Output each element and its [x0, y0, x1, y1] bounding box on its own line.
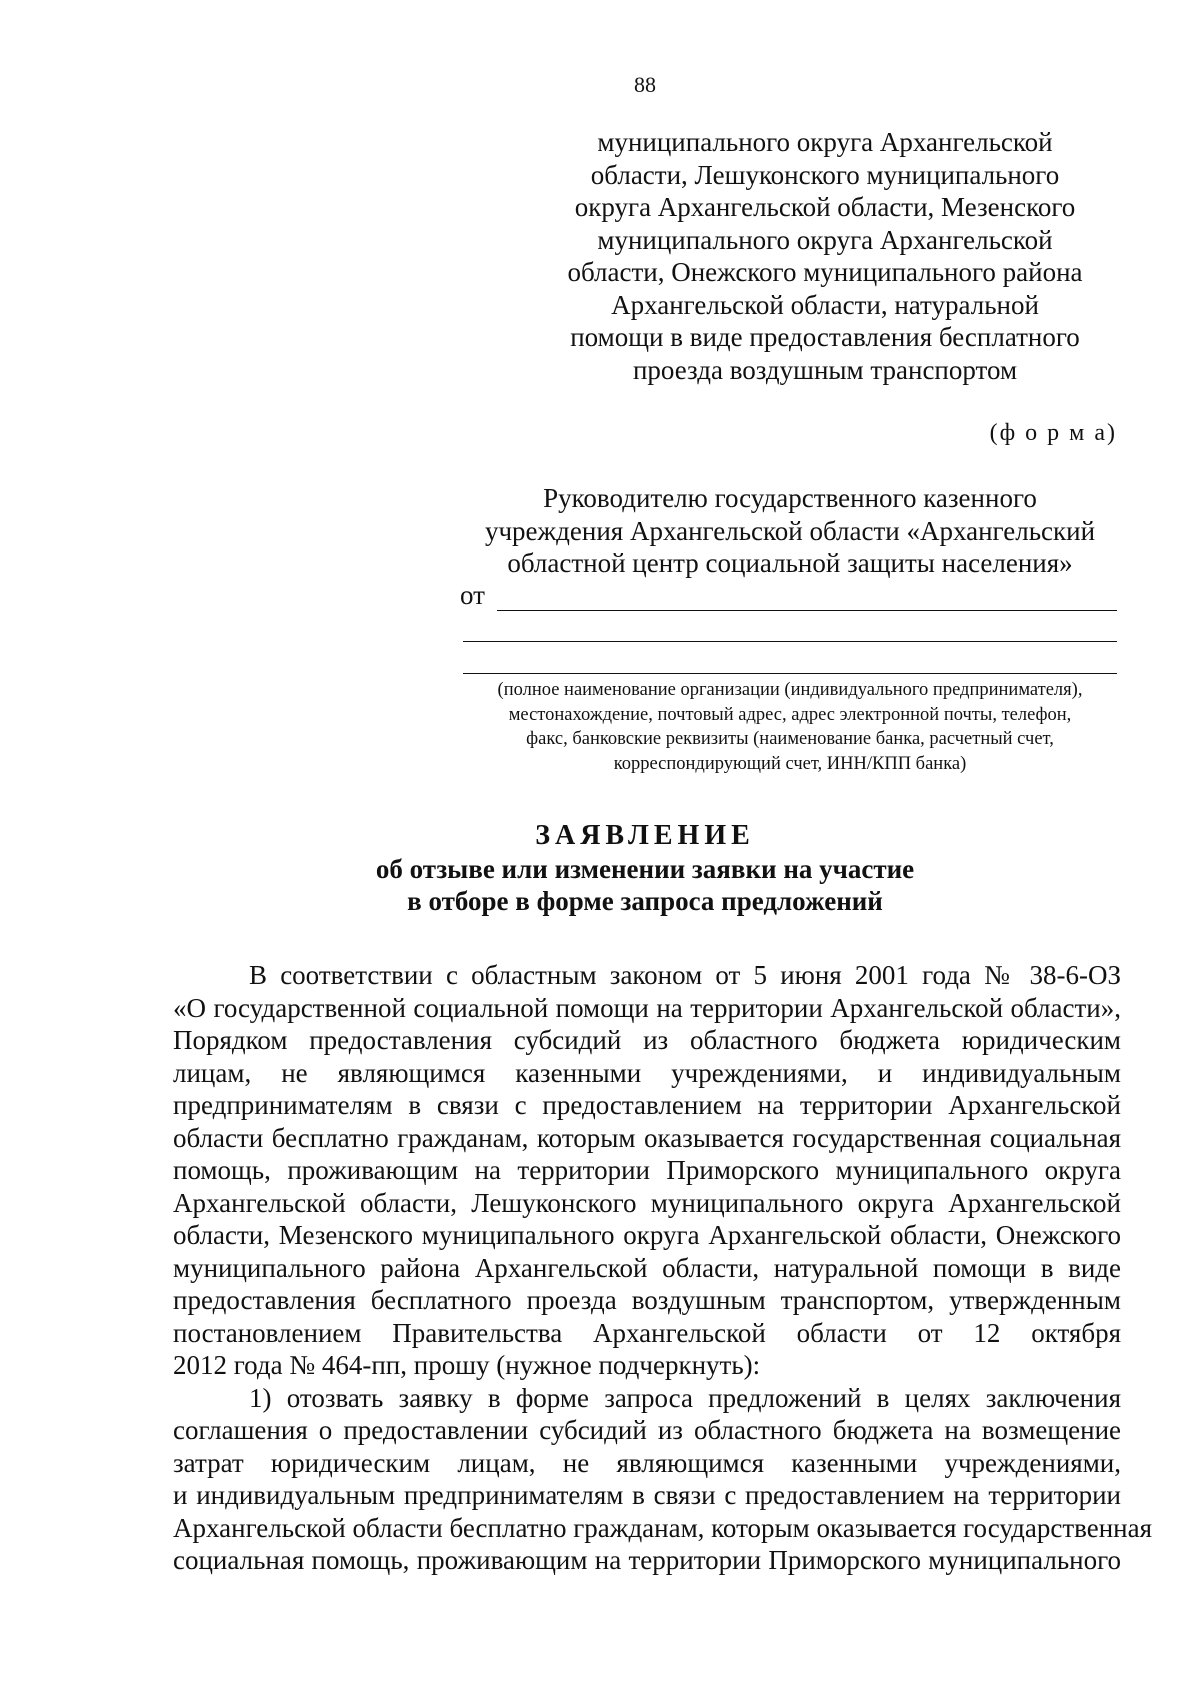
body-line: Архангельской области бесплатно гражданам, которым оказывается государственная	[173, 1512, 1153, 1543]
heading-line: Архангельской области, натуральной	[611, 289, 1039, 320]
body-line: муниципального района Архангельской области, натуральной помощи в виде	[173, 1252, 1121, 1283]
heading-line: помощи в виде предоставления бесплатного	[570, 322, 1080, 352]
from-field	[460, 580, 1117, 611]
body-line: лицам, не являющимся казенными учреждениями, и индивидуальным	[173, 1057, 1121, 1088]
body-line: области бесплатно гражданам, которым оказывается государственная социальная	[173, 1122, 1121, 1153]
addressee-block	[460, 482, 1120, 580]
body-line: предоставления бесплатного проезда воздушным транспортом, утвержденным	[173, 1285, 1121, 1315]
blank-fill-line	[463, 673, 1117, 674]
from-label: от	[460, 580, 485, 610]
heading-line: области, Лешуконского муниципального	[590, 159, 1060, 190]
page-number: 88	[634, 72, 656, 97]
heading-line: области, Онежского муниципального района	[567, 257, 1083, 287]
body-line: постановлением Правительства Архангельской области от 12 октября	[173, 1317, 1121, 1348]
body-line: предпринимателям в связи с предоставлением на территории Архангельской	[173, 1090, 1121, 1120]
body-line: затрат юридическим лицам, не являющимся казенными учреждениями,	[173, 1447, 1121, 1478]
body-line: В соответствии с областным законом от 5 июня 2001 года № 38-6-ОЗ	[249, 960, 1121, 990]
hint-line: (полное наименование организации (индивидуального предпринимателя),	[497, 680, 1083, 700]
addressee-line: областной центр социальной защиты населения»	[507, 548, 1073, 578]
body-line: «О государственной социальной помощи на территории Архангельской области»,	[173, 992, 1121, 1023]
blank-fill-line	[463, 641, 1117, 642]
document-title-block	[300, 820, 990, 918]
heading-line: проезда воздушным транспортом	[632, 354, 1018, 385]
from-fill-line	[497, 583, 1117, 611]
body-line: помощь, проживающим на территории Приморского муниципального округа	[173, 1155, 1121, 1185]
body-line: Порядком предоставления субсидий из областного бюджета юридическим	[173, 1025, 1121, 1055]
body-line: 2012 года № 464-пп, прошу (нужное подчеркнуть):	[173, 1350, 761, 1380]
heading-line: округа Архангельской области, Мезенского	[574, 192, 1076, 222]
addressee-line: учреждения Архангельской области «Архангельский	[484, 515, 1096, 546]
body-text	[173, 959, 1153, 1577]
body-line: 1) отозвать заявку в форме запроса предложений в целях заключения	[249, 1382, 1121, 1413]
body-line: Архангельской области, Лешуконского муниципального округа Архангельской	[173, 1187, 1121, 1218]
heading-line: муниципального округа Архангельской	[597, 127, 1053, 157]
body-line: соглашения о предоставлении субсидий из областного бюджета на возмещение	[173, 1415, 1121, 1445]
hint-line: корреспондирующий счет, ИНН/КПП банка)	[613, 753, 967, 774]
hint-line: факс, банковские реквизиты (наименование банка, расчетный счет,	[526, 729, 1054, 749]
addressee-line: Руководителю государственного казенного	[543, 483, 1037, 513]
document-title: ЗАЯВЛЕНИЕ	[535, 820, 755, 851]
body-line: области, Мезенского муниципального округа Архангельской области, Онежского	[173, 1220, 1121, 1250]
heading-line: муниципального округа Архангельской	[597, 224, 1053, 255]
form-mark: (ф о р м а)	[989, 420, 1117, 446]
document-subtitle-line: в отборе в форме запроса предложений	[407, 886, 883, 916]
hint-line: местонахождение, почтовый адрес, адрес электронной почты, телефон,	[508, 704, 1072, 725]
body-line: социальная помощь, проживающим на территории Приморского муниципального	[173, 1545, 1121, 1575]
form-attachment-heading	[535, 126, 1115, 386]
field-hint	[455, 678, 1125, 776]
body-line: и индивидуальным предпринимателям в связи с предоставлением на территории	[173, 1480, 1121, 1510]
document-subtitle-line: об отзыве или изменении заявки на участие	[375, 853, 915, 884]
